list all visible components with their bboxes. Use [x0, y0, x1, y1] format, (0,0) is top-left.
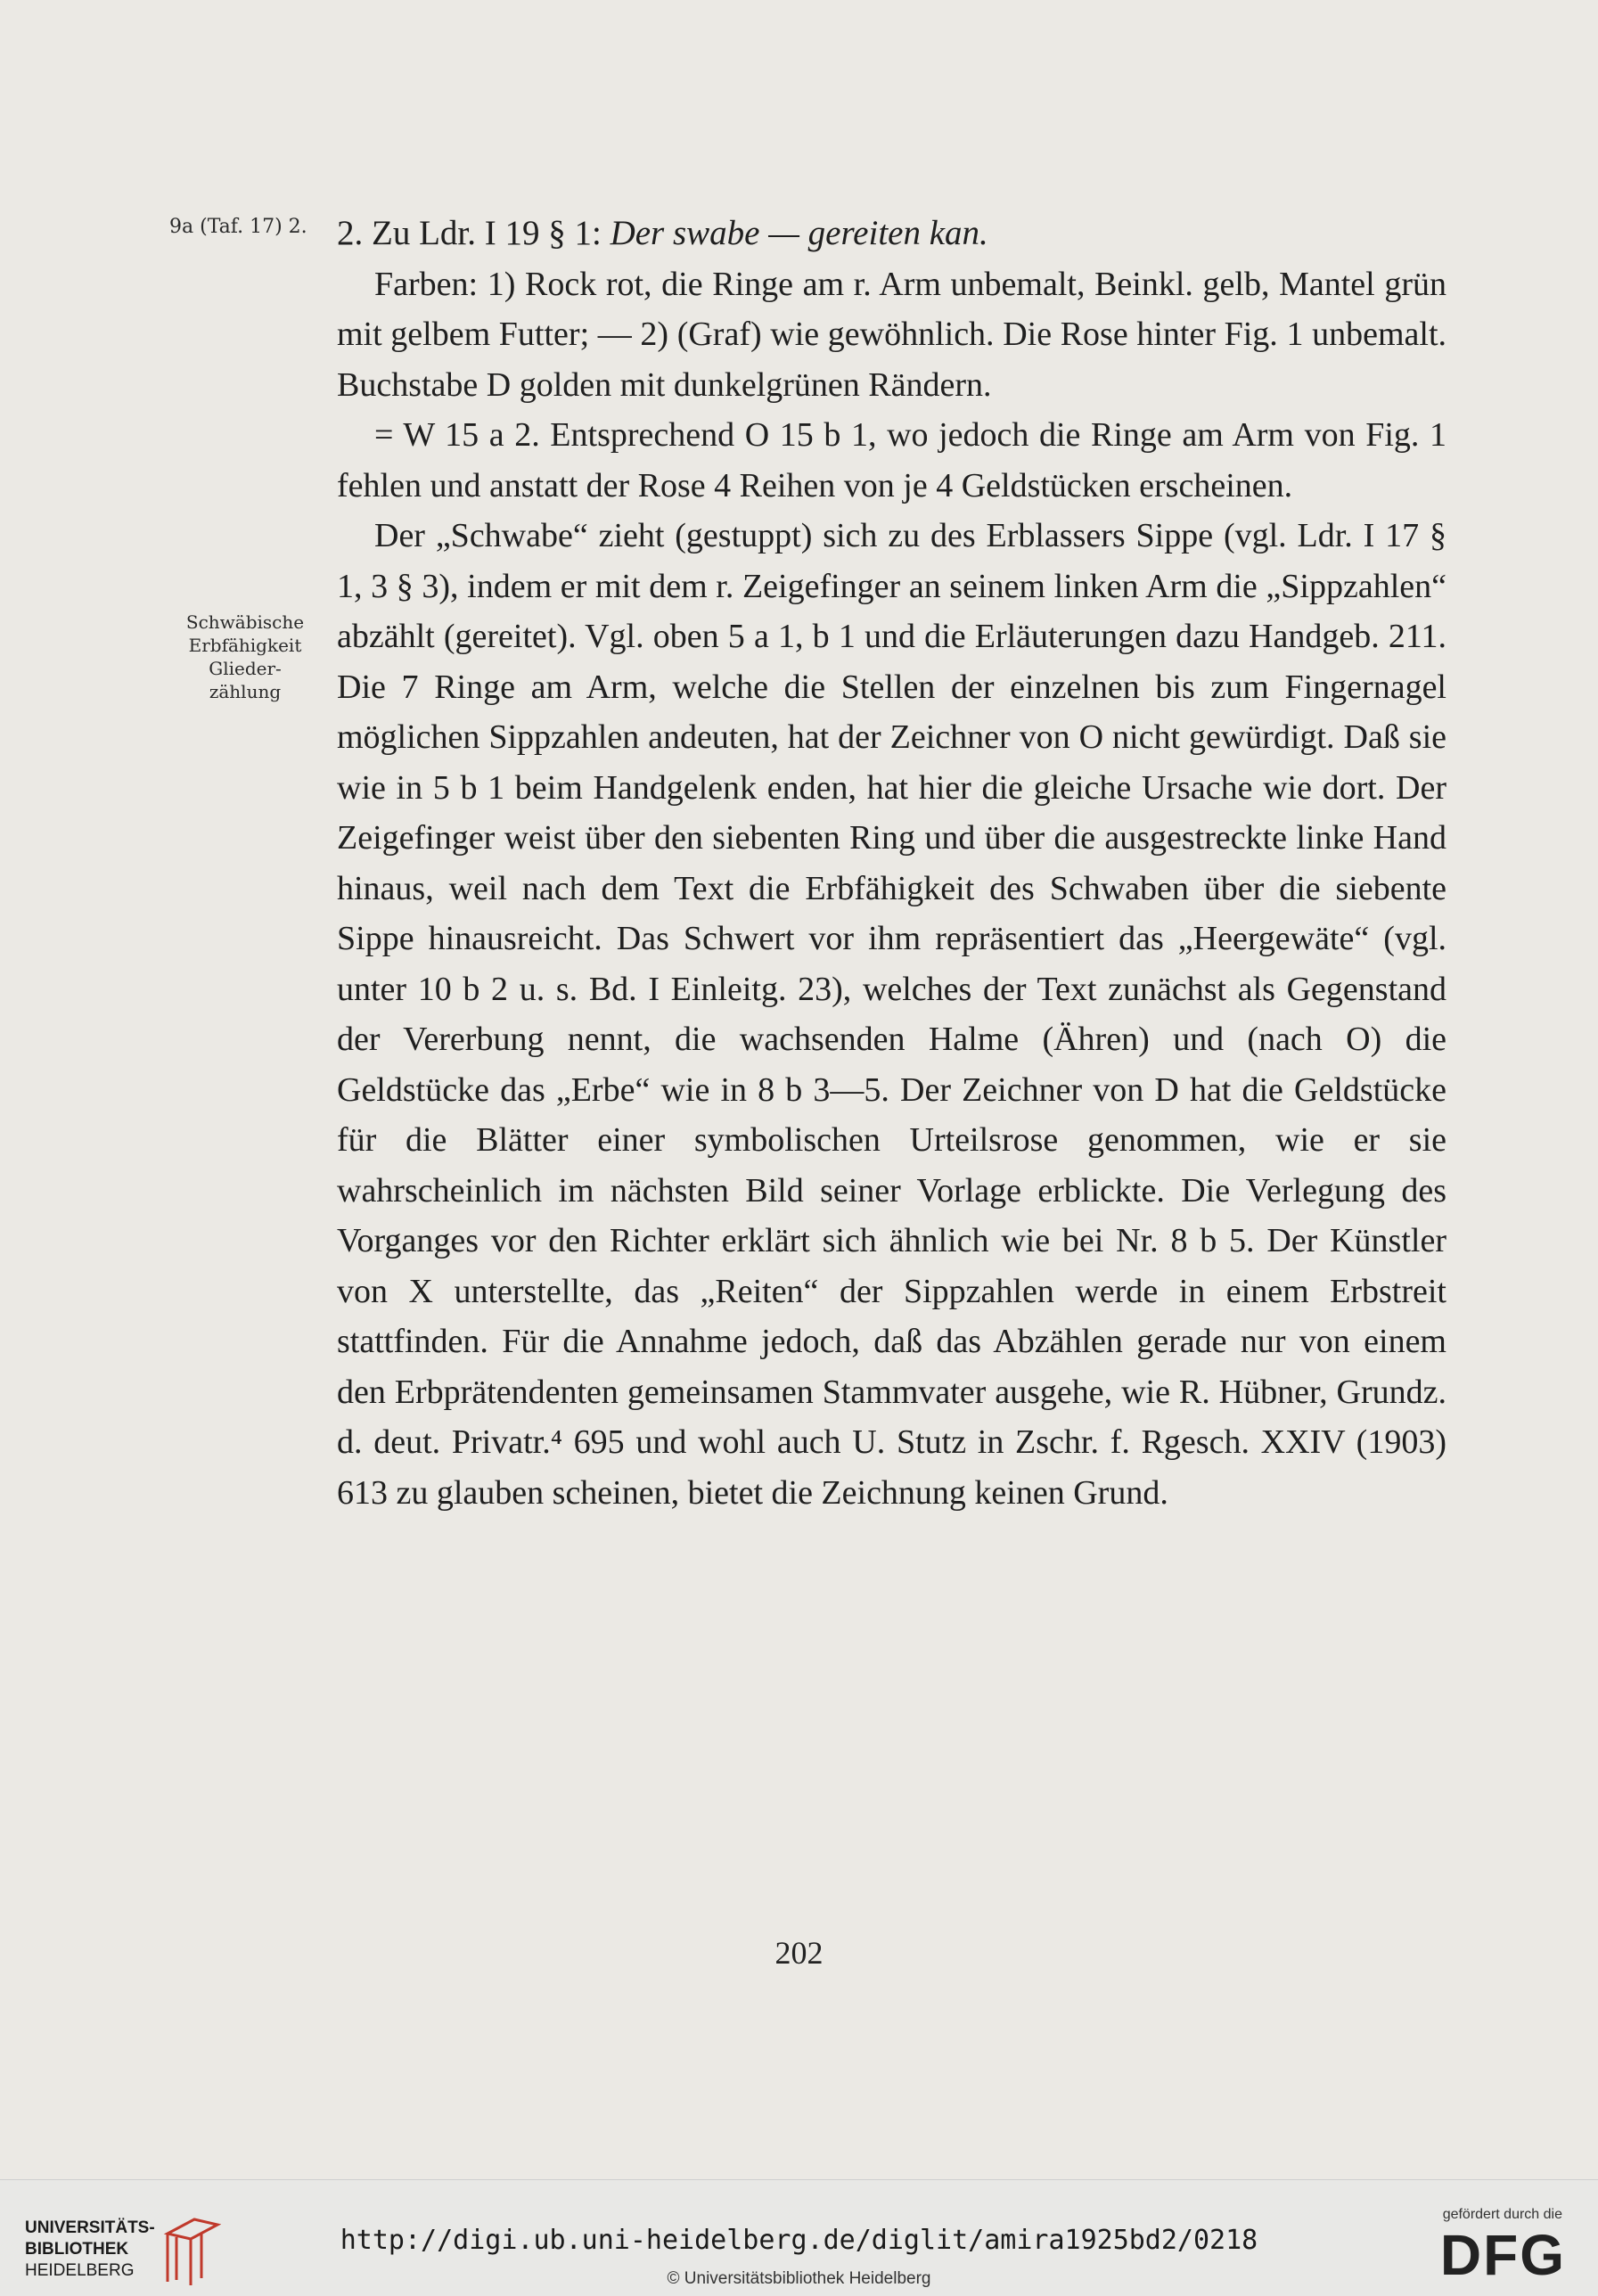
library-name-line: UNIVERSITÄTS-	[25, 2218, 155, 2237]
library-name-line: HEIDELBERG	[25, 2261, 135, 2280]
body-text	[337, 209, 1446, 1518]
margin-reference: 9a (Taf. 17) 2.	[169, 216, 307, 238]
side-note: zählung	[209, 681, 282, 702]
dfg-caption: gefördert durch die	[1442, 2207, 1562, 2222]
side-notes	[169, 611, 321, 703]
paragraph-colors: Farben: 1) Rock rot, die Ringe am r. Arm unbemalt, Beinkl. gelb, Mantel grün mit gelbem Futter; — 2) (Graf) wie gewöhnlich. Die Rose hinter Fig. 1 unbemalt. Buchstabe D golden mit dunkelgrünen Rändern.	[337, 265, 1446, 404]
dfg-logo: DFG	[1439, 2223, 1566, 2287]
paragraph-comparison: = W 15 a 2. Entsprechend O 15 b 1, wo jedoch die Ringe am Arm von Fig. 1 fehlen und anstatt der Rose 4 Reihen von je 4 Geldstücken erscheinen.	[337, 416, 1446, 504]
side-note: Schwäbische	[185, 611, 305, 633]
heading-title: Der swabe — gereiten kan.	[610, 214, 988, 252]
page-number: 202	[774, 1935, 824, 1971]
copyright-text: © Universitätsbibliothek Heidelberg	[667, 2269, 931, 2288]
library-name-line: BIBLIOTHEK	[25, 2240, 129, 2259]
permalink-url[interactable]: http://digi.ub.uni-heidelberg.de/diglit/amira1925bd2/0218	[340, 2225, 1258, 2256]
section-heading	[337, 209, 1446, 259]
heading-prefix: 2. Zu Ldr. I 19 § 1:	[337, 214, 611, 252]
side-note: Erbfähigkeit	[188, 635, 302, 656]
paragraph-commentary: Der „Schwabe“ zieht (gestuppt) sich zu des Erblassers Sippe (vgl. Ldr. I 17 § 1, 3 § 3), indem er mit dem r. Zeigefinger an seinem linken Arm die „Sippzahlen“ abzählt (gereitet). Vgl. oben 5 a 1, b 1 und die Erläuterungen dazu Handgeb. 211. Die 7 Ringe am Arm, welche die Stellen der einzelnen bis zum Fingernagel möglichen Sippzahlen andeuten, hat der Zeichner von O nicht gewürdigt. Daß sie wie in 5 b 1 beim Handgelenk enden, hat hier die gleiche Ursache wie dort. Der Zeigefinger weist über den siebenten Ring und über die ausgestreckte linke Hand hinaus, weil nach dem Text die Erbfähigkeit des Schwaben über die siebente Sippe hinausreicht. Das Schwert vor ihm repräsentiert das „Heergewäte“ (vgl. unter 10 b 2 u. s. Bd. I Einleitg. 23), welches der Text zunächst als Gegenstand der Vererbung nennt, die wachsenden Halme (Ähren) und (nach O) die Geldstücke das „Erbe“ wie in 8 b 3—5. Der Zeichner von D hat die Geldstücke für die Blätter einer symbolischen Urteilsrose genommen, wie er sie wahrscheinlich im nächsten Bild seiner Vorlage erblickte. Die Verlegung des Vorganges vor den Richter erklärt sich ähnlich wie bei Nr. 8 b 5. Der Künstler von X unterstellte, das „Reiten“ der Sippzahlen werde in einem Erbstreit stattfinden. Für die Annahme jedoch, daß das Abzählen gerade nur von einem den Erbprätendenten gemeinsamen Stammvater ausgehe, wie R. Hübner, Grundz. d. deut. Privatr.⁴ 695 und wohl auch U. Stutz in Zschr. f. Rgesch. XXIV (1903) 613 zu glauben scheinen, bietet die Zeichnung keinen Grund.	[337, 517, 1446, 1512]
footer-bar	[0, 2179, 1598, 2296]
side-note: Glieder-	[209, 658, 282, 679]
